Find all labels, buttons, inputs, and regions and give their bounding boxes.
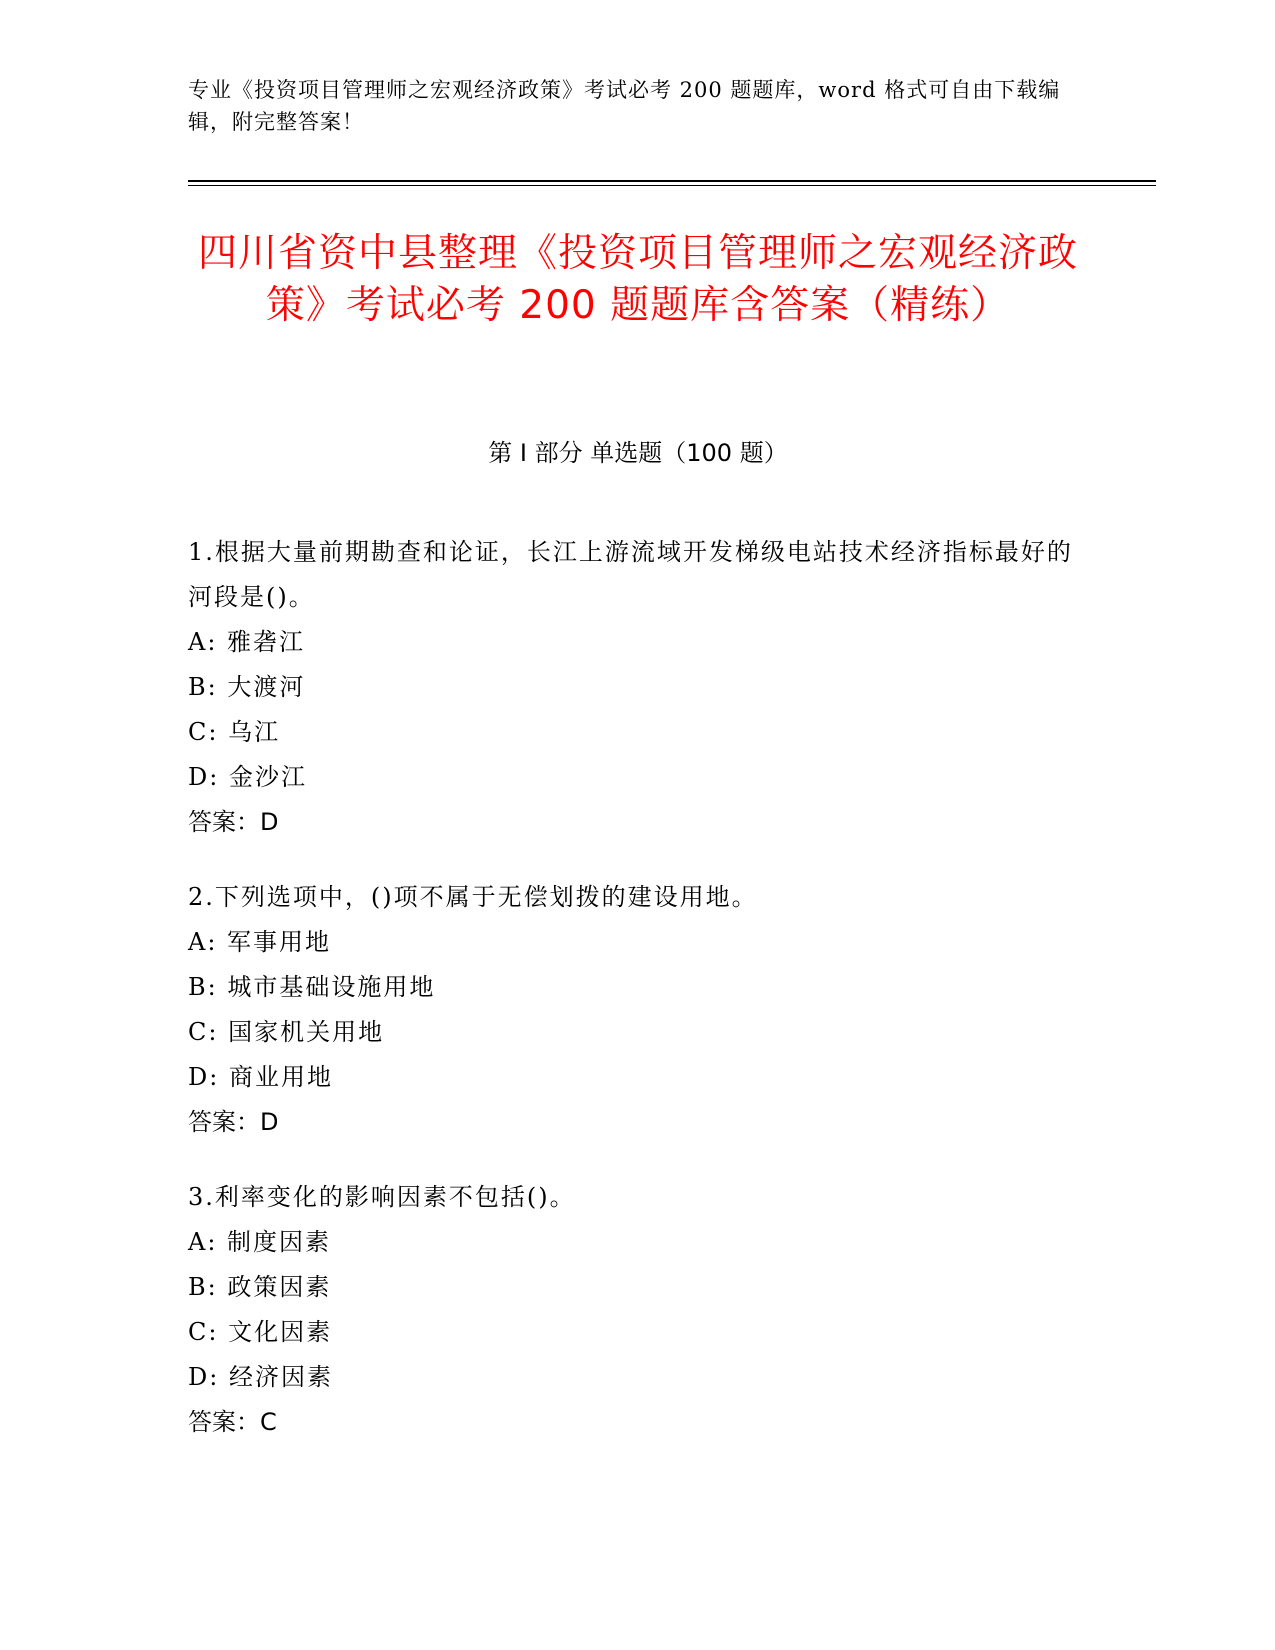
document-title: 四川省资中县整理《投资项目管理师之宏观经济政策》考试必考 200 题题库含答案（精练） [197,231,1078,328]
option-c: C: 文化因素 [188,1318,333,1346]
answer-line: 答案：D [188,1108,279,1136]
section-heading: 第 I 部分 单选题（100 题） [488,439,788,467]
answer-line: 答案：D [188,808,279,836]
option-a: A: 军事用地 [188,928,332,956]
option-d: D: 经济因素 [188,1363,333,1391]
option-b: B: 政策因素 [188,1273,332,1301]
option-b: B: 大渡河 [188,673,306,701]
option-a: A: 雅砻江 [188,628,306,656]
question-stem: 3.利率变化的影响因素不包括()。 [188,1183,576,1211]
question-stem: 2.下列选项中，()项不属于无偿划拨的建设用地。 [188,883,758,911]
option-d: D: 商业用地 [188,1063,333,1091]
option-a: A: 制度因素 [188,1228,332,1256]
question-item [188,875,1088,1145]
option-b: B: 城市基础设施用地 [188,973,436,1001]
option-c: C: 乌江 [188,718,281,746]
answer-line: 答案：C [188,1408,277,1436]
option-c: C: 国家机关用地 [188,1018,385,1046]
header-rule-thin [188,185,1156,186]
header-rule-thick [188,180,1156,182]
option-d: D: 金沙江 [188,763,307,791]
question-stem: 1.根据大量前期勘查和论证，长江上游流域开发梯级电站技术经济指标最好的河段是()。 [188,538,1073,611]
header-note: 专业《投资项目管理师之宏观经济政策》考试必考 200 题题库，word 格式可自由下载编辑，附完整答案！ [188,78,1061,134]
question-list [188,530,1088,1475]
question-item [188,530,1088,845]
question-item [188,1175,1088,1445]
